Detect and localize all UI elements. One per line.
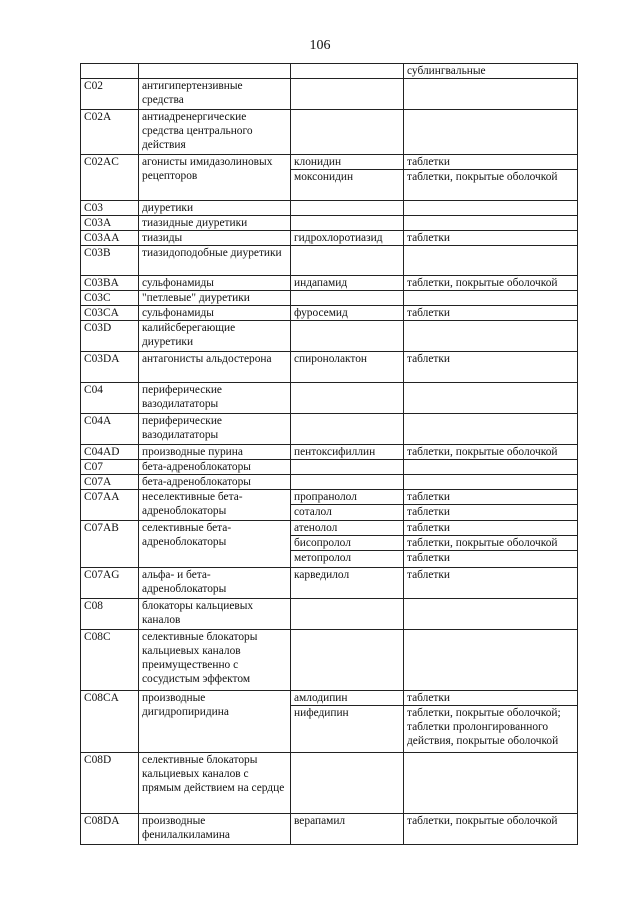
drug-name-cell <box>291 64 404 79</box>
table-row <box>81 460 578 475</box>
atc-group-cell: селективные блокаторы кальциевых каналов преимущественно с сосудистым эффектом <box>139 630 291 691</box>
drug-name: фуросемид <box>294 307 348 319</box>
dosage-form-cell <box>404 216 578 231</box>
table-row <box>81 383 578 414</box>
dosage-form-cell <box>404 753 578 814</box>
drug-name: метопролол <box>291 550 403 565</box>
atc-group-cell <box>139 64 291 79</box>
atc-code-cell: C03D <box>81 321 139 352</box>
atc-group-cell: производные пурина <box>139 445 291 460</box>
atc-code-cell: C03BA <box>81 276 139 291</box>
atc-code-cell: C04A <box>81 414 139 445</box>
drug-name-cell <box>291 414 404 445</box>
drug-name-cell <box>291 201 404 216</box>
table-row <box>81 568 578 599</box>
dosage-form: таблетки <box>407 232 451 244</box>
atc-code-cell: C03B <box>81 246 139 276</box>
dosage-form: таблетки, покрытые оболочкой <box>404 169 577 184</box>
drug-name-cell <box>291 753 404 814</box>
atc-group-cell: антиадренергические средства центрального действия <box>139 110 291 155</box>
drug-name-cell <box>291 490 404 521</box>
atc-group-cell: тиазидные диуретики <box>139 216 291 231</box>
atc-code-cell: C08C <box>81 630 139 691</box>
drug-name-cell <box>291 155 404 201</box>
table-row <box>81 201 578 216</box>
drug-name-cell <box>291 79 404 110</box>
drug-name-cell <box>291 246 404 276</box>
atc-code-cell: C07A <box>81 475 139 490</box>
table-row <box>81 691 578 753</box>
table-row <box>81 599 578 630</box>
atc-group-cell: неселективные бета-адреноблокаторы <box>139 490 291 521</box>
dosage-form-cell <box>404 599 578 630</box>
dosage-form-cell <box>404 568 578 599</box>
dosage-form-cell <box>404 383 578 414</box>
dosage-form: таблетки <box>407 307 451 319</box>
atc-group-cell: периферические вазодилататоры <box>139 414 291 445</box>
drug-name: индапамид <box>294 277 348 289</box>
drug-name: карведилол <box>294 569 350 581</box>
drug-name-cell <box>291 521 404 568</box>
atc-group-cell: "петлевые" диуретики <box>139 291 291 306</box>
drug-name-cell <box>291 276 404 291</box>
atc-group-cell: производные фенилалкиламина <box>139 814 291 845</box>
atc-group-cell: альфа- и бета-адреноблокаторы <box>139 568 291 599</box>
drug-name-cell <box>291 445 404 460</box>
table-row <box>81 814 578 845</box>
drug-name: верапамил <box>294 815 346 827</box>
table-row <box>81 490 578 521</box>
dosage-form-cell <box>404 231 578 246</box>
atc-code-cell: C07AB <box>81 521 139 568</box>
atc-code-cell: C08CA <box>81 691 139 753</box>
table-row <box>81 521 578 568</box>
drug-name-cell <box>291 630 404 691</box>
dosage-form-cell <box>404 521 578 568</box>
atc-group-cell: диуретики <box>139 201 291 216</box>
dosage-form-cell <box>404 814 578 845</box>
drug-name: гидрохлоротиазид <box>294 232 383 244</box>
drug-name: пропранолол <box>294 491 357 503</box>
drug-name-cell <box>291 231 404 246</box>
table-row <box>81 445 578 460</box>
dosage-form: таблетки <box>404 550 577 565</box>
dosage-form: таблетки, покрытые оболочкой <box>407 277 558 289</box>
table-row <box>81 216 578 231</box>
table-row <box>81 246 578 276</box>
dosage-form: таблетки <box>407 156 451 168</box>
atc-group-cell: бета-адреноблокаторы <box>139 475 291 490</box>
atc-code-cell: C03AA <box>81 231 139 246</box>
drug-name-cell <box>291 691 404 753</box>
table-row <box>81 753 578 814</box>
table-row <box>81 276 578 291</box>
atc-group-cell: тиазиды <box>139 231 291 246</box>
drug-name-cell <box>291 460 404 475</box>
atc-code-cell: C02A <box>81 110 139 155</box>
drug-name: моксонидин <box>291 169 403 184</box>
dosage-form: сублингвальные <box>407 65 486 77</box>
drug-name: нифедипин <box>291 705 403 720</box>
table-row <box>81 291 578 306</box>
atc-group-cell: сульфонамиды <box>139 276 291 291</box>
atc-code-cell: C03C <box>81 291 139 306</box>
table-row <box>81 155 578 201</box>
drug-name-cell <box>291 568 404 599</box>
dosage-form-cell <box>404 110 578 155</box>
atc-code-cell: C02AC <box>81 155 139 201</box>
atc-group-cell: бета-адреноблокаторы <box>139 460 291 475</box>
dosage-form-cell <box>404 155 578 201</box>
table-row <box>81 630 578 691</box>
drug-name: соталол <box>291 504 403 519</box>
drug-name: бисопролол <box>291 535 403 550</box>
dosage-form-cell <box>404 246 578 276</box>
atc-code-cell: C07AA <box>81 490 139 521</box>
dosage-form: таблетки, покрытые оболочкой <box>407 446 558 458</box>
atc-group-cell: агонисты имидазолиновых рецепторов <box>139 155 291 201</box>
dosage-form: таблетки <box>404 504 577 519</box>
table-row <box>81 79 578 110</box>
atc-code-cell: C03CA <box>81 306 139 321</box>
dosage-form-cell <box>404 490 578 521</box>
table-row <box>81 414 578 445</box>
atc-group-cell: селективные блокаторы кальциевых каналов с прямым действием на сердце <box>139 753 291 814</box>
table-row <box>81 64 578 79</box>
table-row <box>81 110 578 155</box>
drug-name: пентоксифиллин <box>294 446 376 458</box>
dosage-form: таблетки <box>407 491 451 503</box>
dosage-form: таблетки <box>407 692 451 704</box>
atc-code-cell: C03DA <box>81 352 139 383</box>
atc-group-cell: калийсберегающие диуретики <box>139 321 291 352</box>
atc-code-cell: C08D <box>81 753 139 814</box>
dosage-form-cell <box>404 475 578 490</box>
atc-code-cell: C07 <box>81 460 139 475</box>
dosage-form: таблетки <box>407 353 451 365</box>
atc-group-cell: селективные бета-адреноблокаторы <box>139 521 291 568</box>
atc-table <box>80 63 578 845</box>
atc-code-cell: C08 <box>81 599 139 630</box>
dosage-form-cell <box>404 79 578 110</box>
dosage-form: таблетки, покрытые оболочкой <box>404 535 577 550</box>
dosage-form-cell <box>404 460 578 475</box>
drug-name: клонидин <box>294 156 342 168</box>
table-row <box>81 231 578 246</box>
dosage-form-cell <box>404 276 578 291</box>
dosage-form-cell <box>404 201 578 216</box>
atc-code-cell: C08DA <box>81 814 139 845</box>
dosage-form-cell <box>404 352 578 383</box>
atc-group-cell: сульфонамиды <box>139 306 291 321</box>
dosage-form: таблетки, покрытые оболочкой <box>407 815 558 827</box>
drug-name: атенолол <box>294 522 338 534</box>
dosage-form-cell <box>404 64 578 79</box>
drug-name-cell <box>291 383 404 414</box>
drug-name <box>291 64 403 78</box>
drug-name: амлодипин <box>294 692 348 704</box>
dosage-form-cell <box>404 306 578 321</box>
table-row <box>81 352 578 383</box>
drug-name-cell <box>291 475 404 490</box>
drug-name-cell <box>291 306 404 321</box>
atc-code-cell <box>81 64 139 79</box>
atc-table-body <box>81 64 578 845</box>
atc-code-cell: C03A <box>81 216 139 231</box>
drug-name-cell <box>291 216 404 231</box>
dosage-form-cell <box>404 321 578 352</box>
drug-name-cell <box>291 321 404 352</box>
dosage-form-cell <box>404 414 578 445</box>
atc-code-cell: C04AD <box>81 445 139 460</box>
atc-group-cell: блокаторы кальциевых каналов <box>139 599 291 630</box>
atc-group-cell: антигипертензивные средства <box>139 79 291 110</box>
atc-group-cell: периферические вазодилататоры <box>139 383 291 414</box>
atc-group-cell: антагонисты альдостерона <box>139 352 291 383</box>
drug-name-cell <box>291 814 404 845</box>
dosage-form-cell <box>404 630 578 691</box>
page-number: 106 <box>309 38 331 53</box>
table-row <box>81 475 578 490</box>
table-row <box>81 306 578 321</box>
atc-group-cell: производные дигидропиридина <box>139 691 291 753</box>
drug-name-cell <box>291 352 404 383</box>
atc-code-cell: C02 <box>81 79 139 110</box>
atc-code-cell: C07AG <box>81 568 139 599</box>
dosage-form: таблетки <box>407 522 451 534</box>
atc-group-cell: тиазидоподобные диуретики <box>139 246 291 276</box>
dosage-form-cell <box>404 291 578 306</box>
drug-name-cell <box>291 110 404 155</box>
atc-code-cell: C03 <box>81 201 139 216</box>
dosage-form: таблетки <box>407 569 451 581</box>
table-row <box>81 321 578 352</box>
dosage-form-cell <box>404 691 578 753</box>
atc-code-cell: C04 <box>81 383 139 414</box>
drug-name-cell <box>291 599 404 630</box>
dosage-form: таблетки, покрытые оболочкой; таблетки пролонгированного действия, покрытые оболочкой <box>404 705 577 748</box>
drug-name: спиронолактон <box>294 353 368 365</box>
drug-name-cell <box>291 291 404 306</box>
dosage-form-cell <box>404 445 578 460</box>
